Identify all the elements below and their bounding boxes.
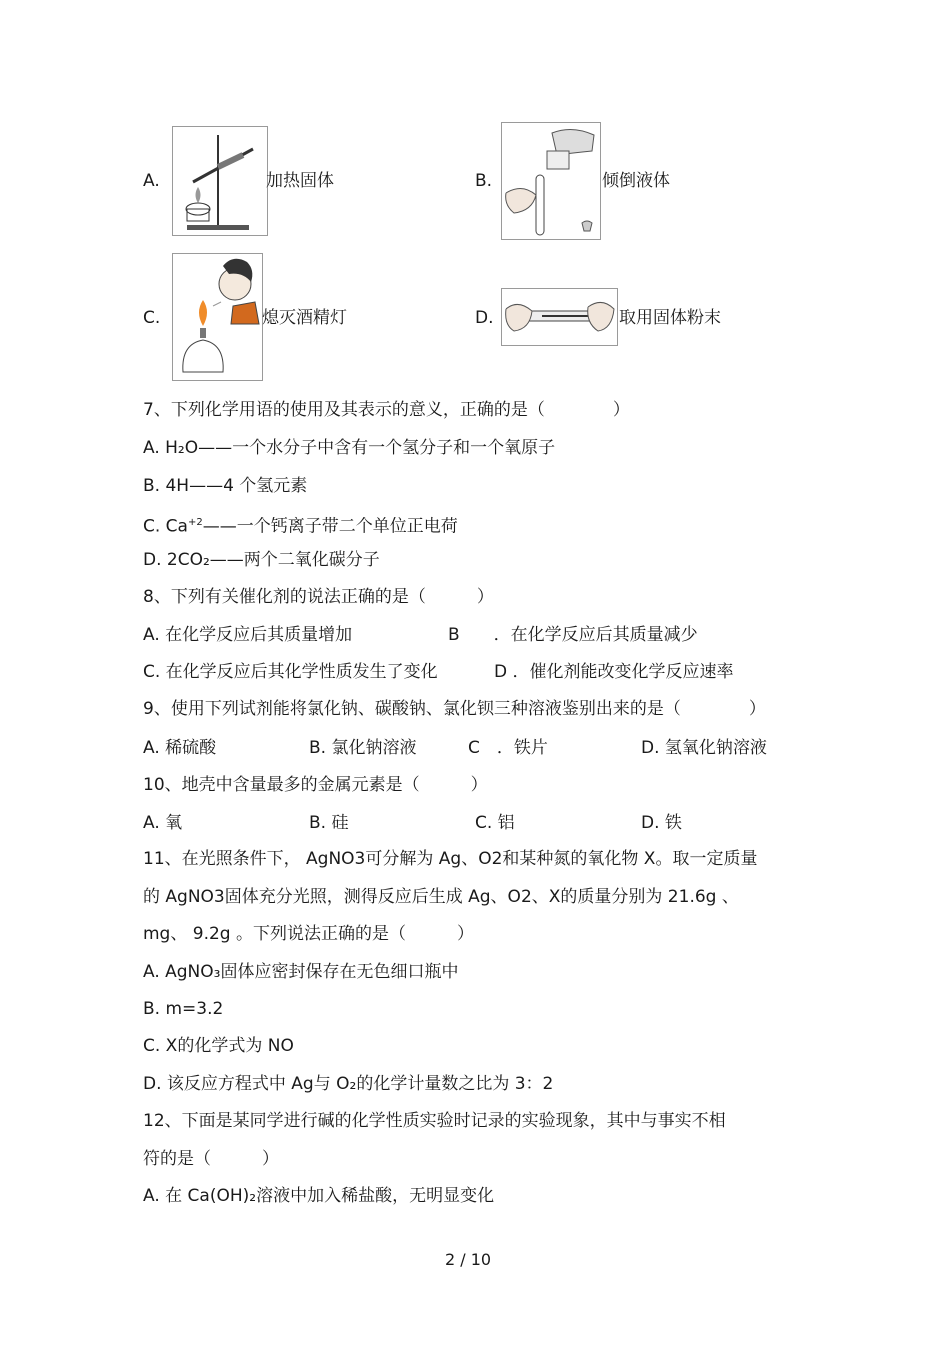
q11-option-c: C. X的化学式为 NO	[143, 1036, 294, 1056]
q7-stem: 7、下列化学用语的使用及其表示的意义，正确的是（ ）	[143, 400, 630, 420]
q11-stem-line3: mg、 9.2g 。下列说法正确的是（ ）	[143, 924, 474, 944]
q10-option-b: B. 硅	[309, 813, 349, 833]
q7-option-c-charge: +2	[187, 517, 203, 528]
q7-option-b: B. 4H——4 个氢元素	[143, 476, 308, 496]
q8-option-a: A. 在化学反应后其质量增加	[143, 625, 353, 645]
q8-option-b: B ．在化学反应后其质量减少	[448, 625, 698, 645]
q7-option-c	[143, 512, 458, 538]
q11-option-b: B. m=3.2	[143, 999, 224, 1019]
pouring-liquid-icon	[501, 122, 601, 240]
heating-apparatus-icon	[172, 126, 268, 236]
q7-option-a: A. H₂O——一个水分子中含有一个氢分子和一个氧原子	[143, 438, 556, 458]
q11-stem-line1: 11、在光照条件下， AgNO3可分解为 Ag、O2和某种氮的氧化物 X。取一定质量	[143, 849, 758, 869]
option-b-letter: B.	[475, 171, 493, 191]
option-c-text: 熄灭酒精灯	[262, 308, 347, 328]
option-a-letter: A.	[143, 171, 160, 191]
q11-option-a: A. AgNO₃固体应密封保存在无色细口瓶中	[143, 962, 459, 982]
option-d-letter: D.	[475, 308, 494, 328]
q11-stem-line2: 的 AgNO3固体充分光照，测得反应后生成 Ag、O2、X的质量分别为 21.6g 、	[143, 887, 739, 907]
option-d-text: 取用固体粉末	[619, 308, 721, 328]
q10-option-a: A. 氧	[143, 813, 183, 833]
q9-stem: 9、使用下列试剂能将氯化钠、碳酸钠、氯化钡三种溶液鉴别出来的是（ ）	[143, 699, 766, 719]
q9-option-b: B. 氯化钠溶液	[309, 738, 417, 758]
q8-option-c: C. 在化学反应后其化学性质发生了变化	[143, 662, 438, 682]
q12-option-a: A. 在 Ca(OH)₂溶液中加入稀盐酸，无明显变化	[143, 1186, 495, 1206]
option-a-text: 加热固体	[266, 171, 334, 191]
q10-option-d: D. 铁	[641, 813, 682, 833]
q7-option-c-prefix: C. Ca	[143, 516, 188, 537]
q12-stem-line2: 符的是（ ）	[143, 1149, 279, 1169]
q7-option-d: D. 2CO₂——两个二氧化碳分子	[143, 550, 380, 570]
blow-out-lamp-icon	[172, 253, 263, 381]
q9-option-c: C ．铁片	[468, 738, 548, 758]
page-number: 2 / 10	[445, 1250, 492, 1269]
q12-stem-line1: 12、下面是某同学进行碱的化学性质实验时记录的实验现象，其中与事实不相	[143, 1111, 726, 1131]
q9-option-d: D. 氢氧化钠溶液	[641, 738, 767, 758]
q10-option-c: C. 铝	[475, 813, 515, 833]
option-b-text: 倾倒液体	[602, 171, 670, 191]
q8-stem: 8、下列有关催化剂的说法正确的是（ ）	[143, 587, 494, 607]
q11-option-d: D. 该反应方程式中 Ag与 O₂的化学计量数之比为 3：2	[143, 1074, 554, 1094]
q9-option-a: A. 稀硫酸	[143, 738, 217, 758]
q10-stem: 10、地壳中含量最多的金属元素是（ ）	[143, 775, 488, 795]
option-c-letter: C.	[143, 308, 161, 328]
powder-spatula-icon	[501, 288, 618, 346]
q8-option-d: D ．催化剂能改变化学反应速率	[494, 662, 734, 682]
q7-option-c-suffix: ——一个钙离子带二个单位正电荷	[202, 516, 458, 537]
